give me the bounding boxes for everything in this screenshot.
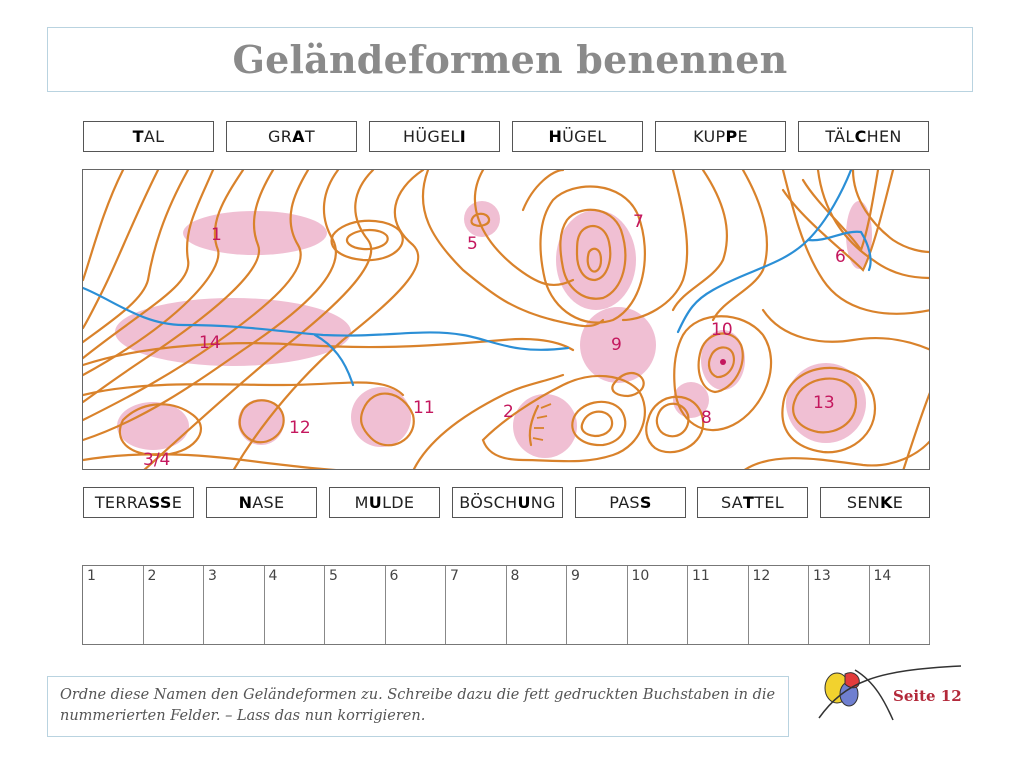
- contour-line: [83, 170, 158, 328]
- answer-cell[interactable]: 5: [325, 566, 386, 644]
- answer-cell[interactable]: 13: [809, 566, 870, 644]
- map-label: 9: [611, 335, 622, 355]
- contour-map-svg: [83, 170, 930, 470]
- highlight-7: [556, 210, 636, 310]
- answer-cell[interactable]: 1: [83, 566, 144, 644]
- instructions-box: [47, 676, 789, 737]
- word-row-top: [0, 121, 1024, 154]
- map-label: 2: [503, 402, 514, 422]
- answer-cell[interactable]: 2: [144, 566, 205, 644]
- map-label: 3/4: [143, 450, 171, 470]
- map-label: 7: [633, 212, 644, 232]
- word-text: GRAT: [268, 127, 315, 146]
- contour-line: [83, 383, 403, 396]
- contour-line: [743, 440, 930, 470]
- highlight-11: [351, 387, 411, 447]
- page-title: Geländeformen benennen: [232, 37, 788, 82]
- word-text: NASE: [238, 493, 285, 512]
- map-label: 6: [835, 247, 846, 267]
- page-number: Seite 12: [893, 687, 962, 705]
- word-box-pass: [575, 487, 686, 518]
- answer-cell[interactable]: 10: [628, 566, 689, 644]
- answer-table: [82, 565, 930, 645]
- word-box-senke: [820, 487, 930, 518]
- word-box-nase: [206, 487, 317, 518]
- map-label: 12: [289, 418, 311, 438]
- contour-line: [523, 170, 563, 210]
- word-box-sattel: [697, 487, 808, 518]
- contour-line: [83, 454, 353, 470]
- word-box-taelchen: [798, 121, 929, 152]
- answer-cell[interactable]: 6: [386, 566, 447, 644]
- word-text: TERRASSE: [94, 493, 183, 512]
- answer-cell[interactable]: 7: [446, 566, 507, 644]
- word-text: HÜGELI: [403, 127, 466, 146]
- answer-cell[interactable]: 4: [265, 566, 326, 644]
- answer-cell[interactable]: 11: [688, 566, 749, 644]
- word-text: SENKE: [846, 493, 904, 512]
- map-label: 13: [813, 393, 835, 413]
- contour-line: [713, 170, 767, 320]
- answer-cell[interactable]: 9: [567, 566, 628, 644]
- summit-dot: [720, 359, 726, 365]
- word-box-grat: [226, 121, 357, 152]
- answer-cell[interactable]: 8: [507, 566, 568, 644]
- word-text: TÄLCHEN: [825, 127, 902, 146]
- contour-line: [903, 390, 930, 470]
- map-label: 11: [413, 398, 435, 418]
- word-text: PASS: [609, 493, 652, 512]
- answer-cell[interactable]: 12: [749, 566, 810, 644]
- map-label: 14: [199, 333, 221, 353]
- contour-map: [82, 169, 930, 470]
- title-box: [47, 27, 973, 92]
- word-text: SATTEL: [721, 493, 784, 512]
- contour-line: [83, 170, 123, 280]
- map-label: 5: [467, 234, 478, 254]
- word-box-huegeli: [369, 121, 500, 152]
- word-text: KUPPE: [693, 127, 748, 146]
- answer-cell[interactable]: 14: [870, 566, 931, 644]
- contour-line: [582, 412, 612, 436]
- contour-line: [763, 310, 930, 350]
- word-box-huegel: [512, 121, 643, 152]
- stream-right: [678, 170, 851, 332]
- map-label: 1: [211, 225, 222, 245]
- contour-line: [673, 170, 727, 310]
- map-label: 10: [711, 320, 733, 340]
- word-text: HÜGEL: [548, 127, 607, 146]
- instructions-text: Ordne diese Namen den Geländeformen zu. Schreibe dazu die fett gedruckten Buchstaben in die nummerierten Felder. – Lass das nun korrigieren.: [60, 687, 776, 724]
- word-text: BÖSCHUNG: [459, 493, 556, 512]
- contour-line: [572, 402, 625, 445]
- word-box-kuppe: [655, 121, 786, 152]
- word-text: TAL: [132, 127, 165, 146]
- word-box-mulde: [329, 487, 440, 518]
- word-box-tal: [83, 121, 214, 152]
- word-row-bottom: [0, 487, 1024, 520]
- word-box-boeschung: [452, 487, 563, 518]
- highlight-2: [513, 394, 577, 458]
- map-label: 8: [701, 408, 712, 428]
- contour-line: [657, 404, 689, 437]
- answer-cell[interactable]: 3: [204, 566, 265, 644]
- highlight-5: [464, 201, 500, 237]
- word-box-terrasse: [83, 487, 194, 518]
- word-text: MULDE: [354, 493, 415, 512]
